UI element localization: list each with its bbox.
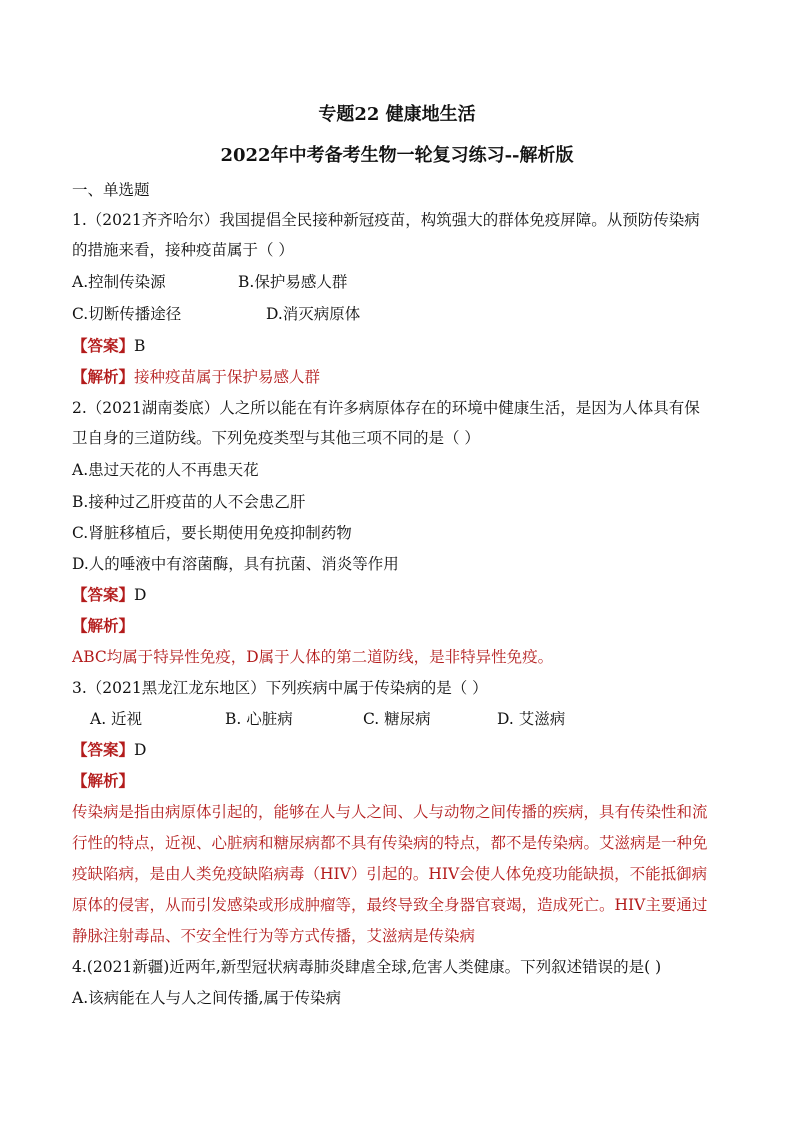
q3-analysis-label: 【解析】 — [72, 771, 135, 790]
q2-analysis-label: 【解析】 — [72, 616, 135, 635]
answer-label: 【答案】 — [72, 585, 135, 604]
q4-option-a: A.该病能在人与人之间传播,属于传染病 — [72, 989, 342, 1007]
q3-option-d: D. 艾滋病 — [497, 710, 566, 728]
q3-stem: 3.（2021黑龙江龙东地区）下列疾病中属于传染病的是（ ） — [72, 679, 488, 697]
q3-analysis-line5: 静脉注射毒品、不安全性行为等方式传播，艾滋病是传染病 — [72, 927, 476, 945]
q3-option-c: C. 糖尿病 — [363, 710, 431, 728]
q3-analysis-line3: 疫缺陷病，是由人类免疫缺陷病毒（HIV）引起的。HIV会使人体免疫功能缺损，不能抵御病 — [72, 865, 708, 883]
q3-analysis-line4: 原体的侵害，从而引发感染或形成肿瘤等，最终导致全身器官衰竭，造成死亡。HIV主要通过 — [72, 896, 708, 914]
q1-stem-line2: 的措施来看，接种疫苗属于（ ） — [72, 241, 294, 259]
q3-analysis-line2: 行性的特点，近视、心脏病和糖尿病都不具有传染病的特点，都不是传染病。艾滋病是一种免 — [72, 834, 708, 852]
q1-answer — [72, 336, 728, 356]
q1-option-a: A.控制传染源 — [72, 273, 166, 291]
section-heading: 一、单选题 — [72, 181, 150, 199]
q3-option-b: B. 心脏病 — [225, 710, 293, 728]
q1-options-row2 — [72, 304, 728, 324]
q4-stem: 4.(2021新疆)近两年,新型冠状病毒肺炎肆虐全球,危害人类健康。下列叙述错误的是( ) — [72, 958, 662, 976]
answer-value: B — [134, 337, 146, 355]
answer-label: 【答案】 — [72, 336, 135, 355]
q3-answer — [72, 740, 728, 760]
analysis-label: 【解析】 — [72, 367, 135, 386]
q3-analysis-line1: 传染病是指由病原体引起的，能够在人与人之间、人与动物之间传播的疾病，具有传染性和流 — [72, 803, 708, 821]
q2-option-b: B.接种过乙肝疫苗的人不会患乙肝 — [72, 493, 306, 511]
q1-analysis — [72, 367, 728, 387]
doc-title: 专题22 健康地生活 — [318, 104, 476, 125]
q2-analysis-text: ABC均属于特异性免疫，D属于人体的第二道防线，是非特异性免疫。 — [72, 648, 554, 666]
q2-stem-line2: 卫自身的三道防线。下列免疫类型与其他三项不同的是（ ） — [72, 429, 480, 447]
q1-option-c: C.切断传播途径 — [72, 305, 182, 323]
answer-label: 【答案】 — [72, 740, 135, 759]
q2-option-c: C.肾脏移植后，要长期使用免疫抑制药物 — [72, 524, 352, 542]
q2-stem-line1: 2.（2021湖南娄底）人之所以能在有许多病原体存在的环境中健康生活，是因为人体具有保 — [72, 399, 700, 417]
q1-stem-line1: 1.（2021齐齐哈尔）我国提倡全民接种新冠疫苗，构筑强大的群体免疫屏障。从预防传染病 — [72, 211, 700, 229]
q3-option-a: A. 近视 — [90, 710, 143, 728]
q2-option-d: D.人的唾液中有溶菌酶，具有抗菌、消炎等作用 — [72, 555, 399, 573]
q1-options-row1 — [72, 272, 728, 292]
q2-answer — [72, 585, 728, 605]
analysis-text: 接种疫苗属于保护易感人群 — [134, 368, 321, 386]
q2-option-a: A.患过天花的人不再患天花 — [72, 461, 259, 479]
q1-option-d: D.消灭病原体 — [266, 305, 361, 323]
answer-value: D — [134, 741, 147, 759]
doc-subtitle: 2022年中考备考生物一轮复习练习--解析版 — [220, 145, 574, 166]
q3-options — [90, 709, 746, 729]
answer-value: D — [134, 586, 147, 604]
q1-option-b: B.保护易感人群 — [238, 273, 348, 291]
